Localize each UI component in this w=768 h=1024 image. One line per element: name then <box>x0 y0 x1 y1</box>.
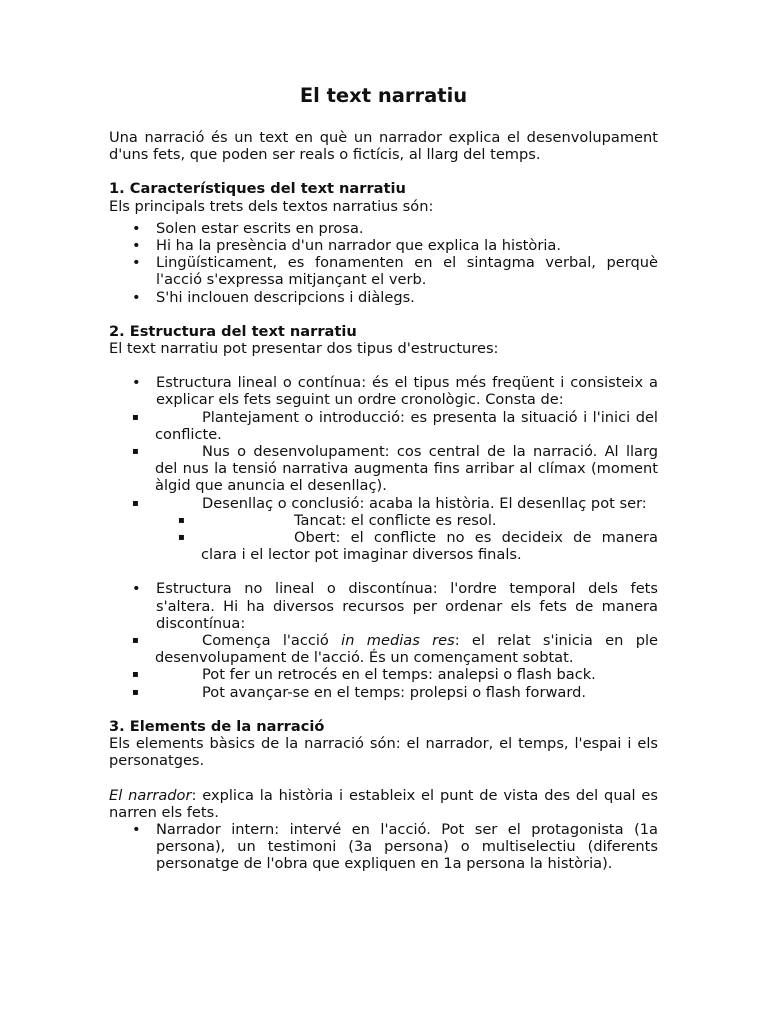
list-item: ▪ Obert: el conflicte no es decideix de manera clara i el lector pot imaginar diversos finals. <box>178 529 658 564</box>
list-item-nonlinear: • Estructura no lineal o discontínua: l'ordre temporal dels fets s'altera. Hi ha diversos recursos per ordenar els fets de manera discontínua: <box>132 580 658 632</box>
section-3-list <box>109 821 658 873</box>
bullet-icon: • <box>132 820 141 838</box>
list-item: ▪ Nus o desenvolupament: cos central de la narració. Al llarg del nus la tensió narrativa augmenta fins arribar al clímax (moment àlgid que anuncia el desenllaç). <box>132 443 658 495</box>
square-bullet-icon: ▪ <box>178 532 185 544</box>
square-bullet-icon: ▪ <box>178 514 185 526</box>
list-item: • Lingüísticament, es fonamenten en el sintagma verbal, perquè l'acció s'expressa mitjançant el verb. <box>132 254 658 289</box>
narrator-paragraph: El narrador: explica la història i estableix el punt de vista des del qual es narren els fets. <box>109 786 659 821</box>
ending-types-list <box>62 512 658 564</box>
bullet-icon: • <box>132 374 141 392</box>
bullet-icon: • <box>132 237 141 255</box>
section-1-lead: Els principals trets dels textos narratius són: <box>109 197 434 215</box>
square-bullet-icon: ▪ <box>132 686 139 698</box>
square-bullet-icon: ▪ <box>132 497 139 509</box>
list-item: • Narrador intern: intervé en l'acció. Pot ser el protagonista (1a persona), un testimoni (3a persona) o multiselectiu (diferents personatge de l'obra que expliquen en 1a persona la història). <box>132 820 658 873</box>
document-page <box>109 84 658 873</box>
square-bullet-icon: ▪ <box>132 446 139 458</box>
section-2-lead: El text narratiu pot presentar dos tipus d'estructures: <box>109 340 499 358</box>
section-1-heading: 1. Característiques del text narratiu <box>109 180 406 198</box>
document-title: El text narratiu <box>299 84 468 107</box>
list-item: ▪ Pot fer un retrocés en el temps: analepsi o flash back. <box>132 666 596 684</box>
list-item: ▪ Tancat: el conflicte es resol. <box>178 511 497 529</box>
bullet-icon: • <box>132 254 141 272</box>
square-bullet-icon: ▪ <box>132 635 139 647</box>
intro-paragraph: Una narració és un text en què un narrador explica el desenvolupament d'uns fets, que poden ser reals o fictícis, al llarg del temps. <box>109 129 658 164</box>
linear-parts-list <box>62 409 658 512</box>
section-3-heading: 3. Elements de la narració <box>109 717 325 735</box>
nonlinear-resources-list <box>62 632 658 701</box>
square-bullet-icon: ▪ <box>132 411 139 423</box>
list-item: ▪ Pot avançar-se en el temps: prolepsi o flash forward. <box>132 683 586 701</box>
list-item: • Solen estar escrits en prosa. <box>132 219 364 237</box>
list-item-linear: • Estructura lineal o contínua: és el tipus més freqüent i consisteix a explicar els fets seguint un ordre cronològic. Consta de: <box>132 374 658 409</box>
list-item: • S'hi inclouen descripcions i diàlegs. <box>132 288 415 306</box>
bullet-icon: • <box>132 288 141 306</box>
list-item: ▪ Comença l'acció in medias res: el relat s'inicia en ple desenvolupament de l'acció. És un començament sobtat. <box>132 632 658 667</box>
section-2-list <box>109 374 658 408</box>
section-3-lead: Els elements bàsics de la narració són: el narrador, el temps, l'espai i els personatges. <box>109 735 658 770</box>
section-1-list <box>109 220 658 306</box>
square-bullet-icon: ▪ <box>132 669 139 681</box>
bullet-icon: • <box>132 580 141 598</box>
list-item: ▪ Plantejament o introducció: es presenta la situació i l'inici del conflicte. <box>132 408 658 443</box>
list-item: • Hi ha la presència d'un narrador que explica la història. <box>132 237 561 255</box>
section-2-heading: 2. Estructura del text narratiu <box>109 322 357 340</box>
section-2-list-b <box>109 580 658 632</box>
bullet-icon: • <box>132 219 141 237</box>
list-item: ▪ Desenllaç o conclusió: acaba la història. El desenllaç pot ser: <box>132 494 647 512</box>
